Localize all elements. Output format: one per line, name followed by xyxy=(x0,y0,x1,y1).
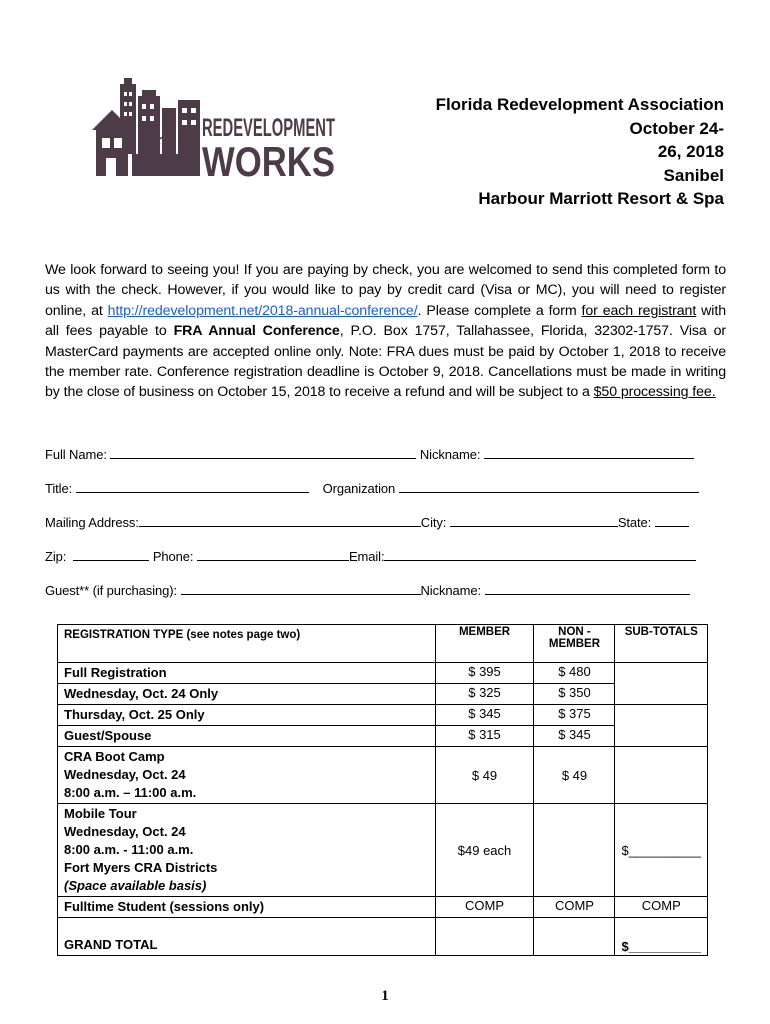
grand-total-value[interactable]: $__________ xyxy=(615,918,708,956)
table-row: Guest/Spouse $ 315 $ 345 xyxy=(58,726,708,747)
zip-input[interactable] xyxy=(73,548,149,561)
table-row: Mobile Tour Wednesday, Oct. 24 8:00 a.m. - 11:00 a.m. Fort Myers CRA Districts (Space available basis) $49 each $__________ xyxy=(58,804,708,897)
table-row: Full Registration $ 395 $ 480 xyxy=(58,663,708,684)
table-row: CRA Boot Camp Wednesday, Oct. 24 8:00 a.m. – 11:00 a.m. $ 49 $ 49 xyxy=(58,747,708,804)
table-row: Thursday, Oct. 25 Only $ 345 $ 375 xyxy=(58,705,708,726)
header-non-member: NON - MEMBER xyxy=(534,625,615,663)
subtotal-value[interactable]: $__________ xyxy=(615,804,708,897)
state-input[interactable] xyxy=(655,514,689,527)
event-date-1: October 24- xyxy=(629,118,724,138)
city-input[interactable] xyxy=(450,514,618,527)
full-name-input[interactable] xyxy=(110,446,416,459)
table-row: Fulltime Student (sessions only) COMP COMP COMP xyxy=(58,897,708,918)
subtotal-cell[interactable] xyxy=(615,747,708,804)
event-header xyxy=(394,93,724,211)
header-subtotals: SUB-TOTALS xyxy=(615,625,708,663)
event-city: Sanibel xyxy=(663,165,724,185)
event-date-2: 26, 2018 xyxy=(657,142,724,161)
intro-paragraph: We look forward to seeing you! If you are paying by check, you are welcomed to send this completed form to us with the check. However, if you would like to pay by credit card (Visa or MC), you will need to register online, at http://redevelopment.net/2018-annual-conference/. Please complete a form for each registrant with all fees payable to FRA Annual Conference, P.O. Box 1757, Tallahassee, Florida, 32302-1757. Visa or MasterCard payments are accepted online only. Note: FRA dues must be paid by October 1, 2018 to receive the member rate. Conference registration deadline is October 9, 2018. Cancellations must be made in writing by the close of business on October 15, 2018 to receive a refund and will be subject to a $50 processing fee. xyxy=(45,262,726,401)
row-full-name: Full Name: Nickname: xyxy=(45,446,725,462)
title-input[interactable] xyxy=(76,480,309,493)
organization-input[interactable] xyxy=(399,480,699,493)
event-venue: Harbour Marriott Resort & Spa xyxy=(478,189,724,208)
row-zip: Zip: Phone: Email: xyxy=(45,548,725,564)
mailing-address-input[interactable] xyxy=(139,514,421,527)
conference-link[interactable]: http://redevelopment.net/2018-annual-conference/ xyxy=(107,302,418,319)
row-guest: Guest** (if purchasing): Nickname: xyxy=(45,582,725,598)
guest-input[interactable] xyxy=(181,582,421,595)
svg-text:WORKS: WORKS xyxy=(202,138,335,185)
registration-table xyxy=(57,624,708,956)
table-header-row xyxy=(58,625,708,663)
grand-total-label: GRAND TOTAL xyxy=(58,918,436,956)
page-number: 1 xyxy=(381,988,389,1004)
email-input[interactable] xyxy=(384,548,696,561)
svg-text:REDEVELOPMENT: REDEVELOPMENT xyxy=(202,114,335,142)
grand-total-row xyxy=(58,918,708,956)
table-row: Wednesday, Oct. 24 Only $ 325 $ 350 xyxy=(58,684,708,705)
redevelopment-works-logo xyxy=(92,78,337,186)
guest-nickname-input[interactable] xyxy=(485,582,690,595)
subtotal-cell[interactable] xyxy=(615,663,708,705)
header-type: REGISTRATION TYPE (see notes page two) xyxy=(58,625,436,663)
org-name: Florida Redevelopment Association xyxy=(435,95,724,114)
row-mailing: Mailing Address: City: State: xyxy=(45,514,725,530)
nickname-input[interactable] xyxy=(484,446,694,459)
subtotal-cell[interactable] xyxy=(615,705,708,747)
phone-input[interactable] xyxy=(197,548,349,561)
header-member: MEMBER xyxy=(435,625,534,663)
row-title: Title: Organization xyxy=(45,480,725,496)
